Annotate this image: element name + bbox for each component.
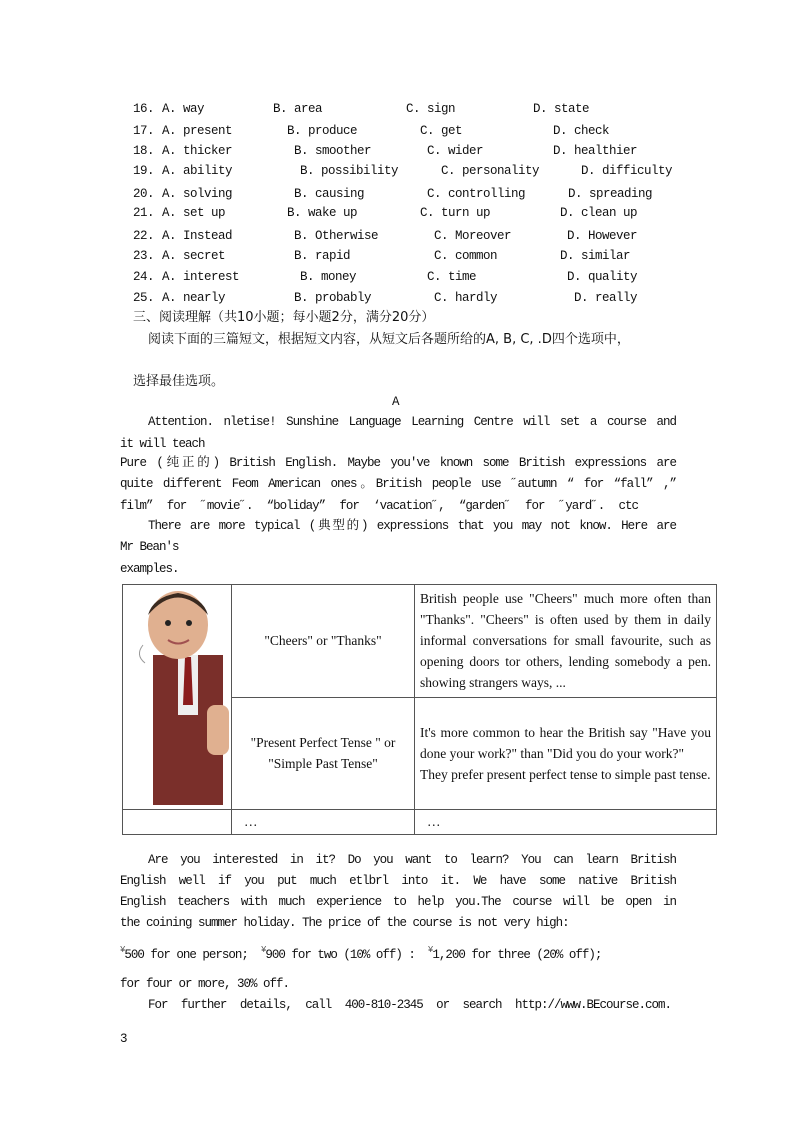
- option-b: B. smoother: [294, 144, 372, 158]
- option-c: C. get: [420, 124, 463, 138]
- option-b: B. Otherwise: [294, 229, 379, 243]
- option-d: D. quality: [567, 270, 638, 284]
- option-d: D. similar: [560, 249, 631, 263]
- option-c: C. personality: [441, 164, 540, 178]
- question-number: 17.: [133, 124, 155, 138]
- p3-line: English well if you put much etlbrl into it. We have some native British: [120, 874, 676, 888]
- p2-line: Mr Bean's: [120, 540, 179, 554]
- option-a: A. way: [162, 102, 205, 116]
- option-c: C. wider: [427, 144, 484, 158]
- option-b: B. rapid: [294, 249, 351, 263]
- option-a: A. thicker: [162, 144, 233, 158]
- option-b: B. possibility: [300, 164, 399, 178]
- p2-line: There are more typical (典型的) expressions that you may not know. Here are: [148, 519, 676, 533]
- option-d: D. state: [533, 102, 590, 116]
- p5-line: For further details, call 400-810-2345 or search http://www.BEcourse.com.: [148, 998, 671, 1012]
- question-number: 24.: [133, 270, 155, 284]
- option-c: C. turn up: [420, 206, 491, 220]
- option-d: D. clean up: [560, 206, 638, 220]
- p1-line: Attention. nletise! Sunshine Language Learning Centre will set a course and: [148, 415, 676, 429]
- price-one: 500 for one person;: [124, 948, 248, 962]
- section-heading: 三、阅读理解（共10小题；每小题2分，满分20分）: [133, 310, 435, 325]
- option-c: C. Moreover: [434, 229, 512, 243]
- option-a: A. nearly: [162, 291, 226, 305]
- question-number: 16.: [133, 102, 155, 116]
- p1-line: film” for ˝movie˝. “boliday” for ‘vacation˝, “garden˝ for ˝yard˝. ctc: [120, 499, 638, 513]
- option-d: D. healthier: [553, 144, 638, 158]
- option-b: B. produce: [287, 124, 358, 138]
- prices-line: [120, 942, 676, 963]
- option-b: B. probably: [294, 291, 372, 305]
- passage-title: A: [392, 395, 400, 409]
- option-a: A. secret: [162, 249, 226, 263]
- option-d: D. really: [574, 291, 638, 305]
- question-number: 20.: [133, 187, 155, 201]
- p1-line: it will teach: [120, 437, 205, 451]
- option-c: C. common: [434, 249, 498, 263]
- desc-cell: British people use "Cheers" much more often than "Thanks". "Cheers" is often used by them in daily informal conversations for small favourite, such as opening doors tor others, lending somebody a pen. showing strangers ways, ...: [415, 585, 717, 698]
- option-c: C. sign: [406, 102, 456, 116]
- option-a: A. Instead: [162, 229, 233, 243]
- option-d: D. However: [567, 229, 638, 243]
- instructions-line2: 选择最佳选项。: [133, 374, 225, 389]
- page-number: 3: [120, 1032, 128, 1046]
- option-d: D. difficulty: [581, 164, 673, 178]
- price-two: 900 for two (10% off) :: [265, 948, 415, 962]
- option-d: D. spreading: [568, 187, 653, 201]
- desc-cell: [415, 697, 717, 810]
- option-b: B. causing: [294, 187, 365, 201]
- option-a: A. solving: [162, 187, 233, 201]
- option-c: C. hardly: [434, 291, 498, 305]
- mr-bean-image: [123, 585, 232, 810]
- question-number: 23.: [133, 249, 155, 263]
- option-c: C. time: [427, 270, 477, 284]
- option-b: B. money: [300, 270, 357, 284]
- p1-line: quite different Feom American ones。British people use ˝autumn “ for “fall” ,”: [120, 477, 676, 491]
- yen-symbol: ¥: [260, 945, 266, 955]
- desc-cell: …: [415, 810, 717, 835]
- desc-text: It's more common to hear the British say "Have you done your work?" than "Did you do your work?": [420, 724, 711, 761]
- question-number: 21.: [133, 206, 155, 220]
- price-three: 1,200 for three (20% off);: [432, 948, 602, 962]
- option-b: B. wake up: [287, 206, 358, 220]
- option-c: C. controlling: [427, 187, 526, 201]
- option-a: A. set up: [162, 206, 226, 220]
- option-a: A. present: [162, 124, 233, 138]
- term-cell: "Present Perfect Tense " or "Simple Past Tense": [232, 697, 415, 810]
- mr-bean-picture-icon: [123, 585, 231, 805]
- option-a: A. interest: [162, 270, 240, 284]
- term-cell: "Cheers" or "Thanks": [232, 585, 415, 698]
- p3-line: the coining summer holiday. The price of the course is not very high:: [120, 916, 569, 930]
- instructions-line1: 阅读下面的三篇短文，根据短文内容，从短文后各题所给的A, B, C, .D四个选项中，: [148, 332, 630, 347]
- question-number: 25.: [133, 291, 155, 305]
- p3-line: English teachers with much experience to help you.The course will be open in: [120, 895, 676, 909]
- yen-symbol: ¥: [120, 945, 125, 955]
- p4-line: for four or more, 30% off.: [120, 977, 290, 991]
- question-number: 19.: [133, 164, 155, 178]
- question-number: 18.: [133, 144, 155, 158]
- expressions-table: [122, 584, 717, 835]
- term-cell: …: [232, 810, 415, 835]
- option-b: B. area: [273, 102, 323, 116]
- desc-text: They prefer present perfect tense to simple past tense.: [420, 766, 711, 782]
- option-d: D. check: [553, 124, 610, 138]
- p1-line: Pure (纯正的) British English. Maybe you've known some British expressions are: [120, 456, 676, 470]
- p3-line: Are you interested in it? Do you want to learn? You can learn British: [148, 853, 676, 867]
- option-a: A. ability: [162, 164, 233, 178]
- p2-line: examples.: [120, 562, 179, 576]
- question-number: 22.: [133, 229, 155, 243]
- yen-symbol: ¥: [427, 945, 433, 955]
